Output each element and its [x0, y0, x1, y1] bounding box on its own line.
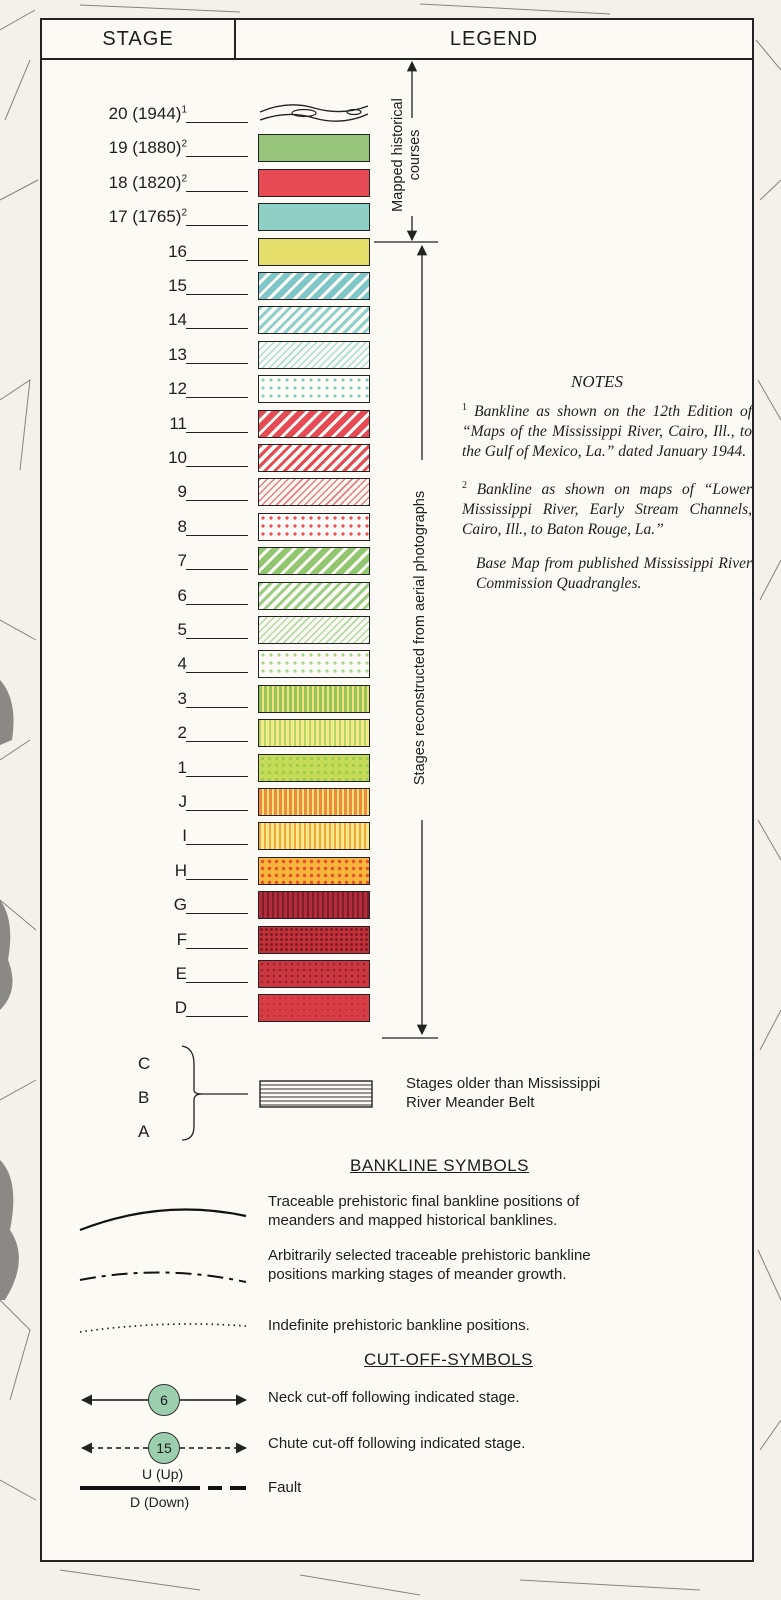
- stage-row: [42, 788, 422, 818]
- stage-leader-line: [186, 294, 248, 295]
- arbitrary-bankline-symbol: [80, 1272, 246, 1282]
- fault-text: Fault: [268, 1479, 302, 1496]
- stage-row: [42, 650, 422, 680]
- stage-label: [168, 345, 187, 365]
- stage-swatch: [258, 754, 370, 782]
- stage-swatch: [258, 822, 370, 850]
- stage-swatch: [258, 788, 370, 816]
- stage-label-text: 12: [168, 379, 187, 399]
- stage-swatch: [258, 685, 370, 713]
- final-bankline-symbol: [80, 1210, 246, 1230]
- stage-leader-line: [186, 741, 248, 742]
- stage-swatch: [258, 341, 370, 369]
- note-2: [462, 476, 752, 540]
- chute-cutoff-text: Chute cut-off following indicated stage.: [268, 1435, 526, 1452]
- stage-row: [42, 582, 422, 612]
- stage-row: [42, 926, 422, 956]
- stage-row: [42, 719, 422, 749]
- stage-label: [175, 861, 187, 881]
- stage-label: [178, 689, 187, 709]
- stage-label-text: 5: [177, 620, 187, 639]
- stage-label-text: 8: [177, 516, 187, 536]
- note-1-text: Bankline as shown on the 12th Edition of “Maps of the Mississippi River, Cairo, Ill., to the Gulf of Mexico, La.” dated January 1944.: [462, 403, 752, 461]
- stage-footnote-mark: 2: [181, 173, 187, 185]
- stage-label: [178, 586, 187, 606]
- stage-row: [42, 306, 422, 336]
- stage-row: [42, 134, 422, 164]
- note-2-mark: 2: [462, 480, 467, 492]
- stage-leader-line: [186, 432, 248, 433]
- stage-swatch: [258, 719, 370, 747]
- stage-swatch: [258, 650, 370, 678]
- stage-label: [109, 173, 187, 193]
- older-text-line2: River Meander Belt: [406, 1094, 535, 1111]
- stage-row: [42, 272, 422, 302]
- stage-label-text: E: [175, 964, 187, 983]
- stage-row: [42, 410, 422, 440]
- stage-label: [182, 826, 187, 846]
- stage-leader-line: [186, 156, 248, 157]
- stage-leader-line: [186, 225, 248, 226]
- stage-label-text: 17 (1765): [108, 207, 182, 227]
- final-bankline-line1: Traceable prehistoric final bankline positions of: [268, 1193, 580, 1210]
- stage-swatch: [258, 410, 370, 438]
- older-swatch: [260, 1081, 372, 1107]
- stage-swatch: [258, 582, 370, 610]
- fault-up-label: U (Up): [142, 1466, 184, 1482]
- stage-label-b: B: [138, 1088, 150, 1107]
- stage-label-text: 18 (1820): [108, 172, 182, 192]
- stage-label-text: 2: [177, 723, 187, 743]
- stage-leader-line: [186, 260, 248, 261]
- stage-label-text: H: [174, 860, 187, 880]
- stage-label: [109, 138, 187, 158]
- stage-swatch: [258, 306, 370, 334]
- stage-label: [178, 654, 187, 674]
- stage-label: [109, 104, 187, 124]
- stage-leader-line: [186, 638, 248, 639]
- stage-swatch: [258, 926, 370, 954]
- stage-leader-line: [186, 913, 248, 914]
- stage-row: [42, 685, 422, 715]
- stage-row: [42, 444, 422, 474]
- stage-row: [42, 960, 422, 990]
- stage-label-text: G: [173, 895, 187, 915]
- stage-header: STAGE: [42, 20, 236, 60]
- stage-leader-line: [186, 844, 248, 845]
- stage-leader-line: [186, 1016, 248, 1017]
- stage-leader-line: [186, 707, 248, 708]
- stage-swatch: [258, 960, 370, 988]
- stage-leader-line: [186, 604, 248, 605]
- stage-label-text: 13: [168, 344, 187, 364]
- stage-label-text: F: [176, 929, 187, 949]
- stage-label: [178, 517, 187, 537]
- stage-label-text: 6: [177, 585, 187, 605]
- stage-swatch: [258, 203, 370, 231]
- stage-label: [176, 964, 187, 984]
- stage-leader-line: [186, 191, 248, 192]
- stage-row: [42, 341, 422, 371]
- stage-swatch: [258, 616, 370, 644]
- stage-swatch: [258, 513, 370, 541]
- stage-footnote-mark: 1: [181, 104, 187, 116]
- stage-row: [42, 754, 422, 784]
- legend-header: LEGEND: [236, 20, 752, 60]
- bankline-symbols-title: BANKLINE SYMBOLS: [350, 1156, 530, 1175]
- stage-leader-line: [186, 122, 248, 123]
- stage-label: [169, 414, 187, 434]
- stage-leader-line: [186, 500, 248, 501]
- stage-label: [177, 930, 187, 950]
- stage-label: [178, 758, 187, 778]
- aerial-label: Stages reconstructed from aerial photographs: [412, 490, 428, 786]
- stage-footnote-mark: 2: [181, 138, 187, 150]
- stage-swatch: [258, 100, 370, 128]
- stage-leader-line: [186, 672, 248, 673]
- note-1: [462, 398, 752, 462]
- stage-label-text: 19 (1880): [108, 138, 182, 158]
- notes-block: [462, 372, 752, 608]
- stage-label-text: 7: [177, 551, 187, 571]
- stage-label: [178, 620, 187, 640]
- stage-row: [42, 857, 422, 887]
- stage-swatch: [258, 444, 370, 472]
- stage-label-text: 4: [177, 654, 187, 674]
- cutoff-symbols-title: CUT-OFF-SYMBOLS: [364, 1350, 534, 1369]
- stage-leader-line: [186, 879, 248, 880]
- stage-swatch: [258, 891, 370, 919]
- stage-swatch: [258, 994, 370, 1022]
- stage-leader-line: [186, 948, 248, 949]
- stage-label: [168, 276, 187, 296]
- stage-label: [178, 723, 187, 743]
- stage-row: [42, 100, 422, 130]
- historical-label-line2: courses: [407, 129, 423, 181]
- stage-label-text: 1: [177, 757, 187, 777]
- stage-leader-line: [186, 569, 248, 570]
- stage-row: [42, 375, 422, 405]
- stage-row: [42, 891, 422, 921]
- stage-label-text: J: [178, 792, 187, 811]
- stage-label-c: C: [138, 1054, 151, 1073]
- older-stages-text: [406, 1074, 600, 1112]
- fault-down-label: D (Down): [130, 1494, 190, 1510]
- note-2-text: Bankline as shown on maps of “Lower Mississippi River, Early Stream Channels, Cairo, Ill., to Baton Rouge, La.”: [462, 481, 753, 539]
- legend-frame: [40, 18, 754, 1562]
- neck-cutoff-circle: 6: [148, 1384, 180, 1416]
- indefinite-bankline-text: Indefinite prehistoric bankline positions.: [268, 1317, 530, 1334]
- stage-label-text: 3: [177, 688, 187, 708]
- stage-swatch: [258, 272, 370, 300]
- stage-label: [179, 792, 188, 812]
- stage-row: [42, 513, 422, 543]
- notes-title: NOTES: [571, 372, 623, 391]
- stage-label: [168, 379, 187, 399]
- stage-label: [178, 551, 187, 571]
- stage-row: [42, 616, 422, 646]
- stage-row: [42, 169, 422, 199]
- stage-leader-line: [186, 328, 248, 329]
- stage-label-text: 20 (1944): [108, 104, 182, 123]
- final-bankline-line2: meanders and mapped historical banklines.: [268, 1212, 558, 1229]
- chute-cutoff-circle: 15: [148, 1432, 180, 1464]
- arbitrary-bankline-line1: Arbitrarily selected traceable prehistoric bankline: [268, 1247, 591, 1264]
- stage-swatch: [258, 857, 370, 885]
- stage-leader-line: [186, 466, 248, 467]
- stage-label-text: D: [174, 998, 187, 1018]
- stage-swatch: [258, 238, 370, 266]
- stage-row: [42, 994, 422, 1024]
- stage-row: [42, 238, 422, 268]
- stage-label: [174, 895, 187, 915]
- stage-row: [42, 478, 422, 508]
- stage-leader-line: [186, 535, 248, 536]
- stage-swatch: [258, 547, 370, 575]
- stage-label: [175, 998, 187, 1018]
- stage-label: [168, 310, 187, 330]
- stage-footnote-mark: 2: [181, 207, 187, 219]
- stage-label: [168, 448, 187, 468]
- stage-row: [42, 822, 422, 852]
- historical-label-line1: Mapped historical: [390, 98, 406, 212]
- stage-leader-line: [186, 397, 248, 398]
- stage-label-text: 16: [168, 241, 187, 261]
- indefinite-bankline-symbol: [80, 1324, 246, 1332]
- stage-label-text: 11: [169, 413, 187, 433]
- stage-label-text: I: [182, 826, 187, 846]
- older-brace: [182, 1046, 202, 1140]
- arbitrary-bankline-line2: positions marking stages of meander growth.: [268, 1266, 567, 1283]
- stage-leader-line: [186, 363, 248, 364]
- stage-leader-line: [186, 810, 248, 811]
- historical-label: [390, 95, 424, 215]
- stage-label: [178, 482, 187, 502]
- stage-swatch: [258, 169, 370, 197]
- stage-label-text: 15: [168, 276, 187, 295]
- older-text-line1: Stages older than Mississippi: [406, 1075, 601, 1092]
- stage-swatch: [258, 478, 370, 506]
- stage-leader-line: [186, 982, 248, 983]
- stage-row: [42, 203, 422, 233]
- stage-label-a: A: [138, 1122, 150, 1141]
- stage-swatch: [258, 375, 370, 403]
- arbitrary-bankline-text: [268, 1246, 591, 1284]
- note-1-mark: 1: [462, 402, 467, 413]
- stage-label-text: 14: [168, 310, 187, 330]
- base-map-note: Base Map from published Mississippi River Commission Quadrangles.: [476, 555, 752, 593]
- stage-swatch: [258, 134, 370, 162]
- stage-label: [109, 207, 187, 227]
- final-bankline-text: [268, 1192, 579, 1230]
- neck-cutoff-text: Neck cut-off following indicated stage.: [268, 1389, 520, 1406]
- stage-label-text: 9: [177, 482, 187, 502]
- stage-label: [168, 242, 187, 262]
- stage-label-text: 10: [168, 448, 187, 467]
- stage-leader-line: [186, 776, 248, 777]
- stage-row: [42, 547, 422, 577]
